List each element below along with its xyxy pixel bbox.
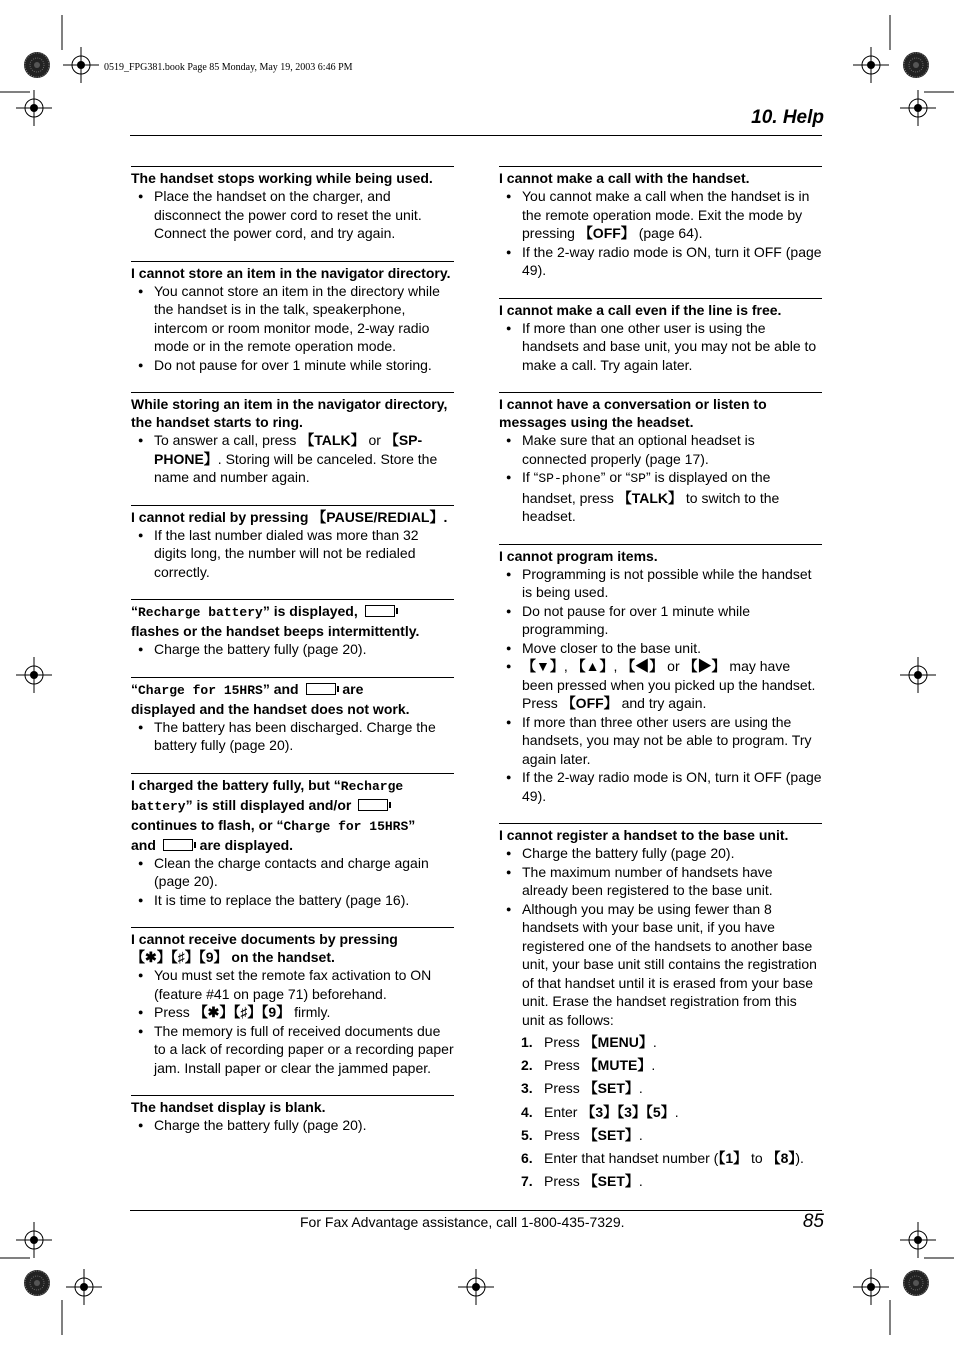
header-rule	[130, 135, 822, 136]
trouble-section	[131, 392, 454, 487]
step: 5. Press 【SET】.	[521, 1126, 643, 1143]
list-item: ● The maximum number of handsets have already been registered to the base unit.	[499, 863, 822, 900]
list-item: ● Programming is not possible while the handset is being used.	[499, 565, 822, 602]
trouble-section	[499, 823, 822, 1193]
section-title: “Charge for 15HRS” and are displayed and the handset does not work.	[131, 680, 410, 717]
list-item: ● If the 2-way radio mode is ON, turn it OFF (page 49).	[499, 768, 822, 805]
section-title: I cannot make a call even if the line is free.	[499, 301, 782, 318]
trouble-section	[131, 773, 454, 910]
list-item: ● Place the handset on the charger, and disconnect the power cord to reset the unit. Connect the power cord, and try again.	[131, 187, 454, 243]
section-title: I cannot receive documents by pressing 【✱】【♯】【9】 on the handset.	[131, 931, 398, 965]
footer-assistance: For Fax Advantage assistance, call 1-800-435-7329.	[300, 1214, 625, 1230]
trouble-section	[131, 927, 454, 1077]
section-title: I cannot store an item in the navigator directory.	[131, 264, 451, 281]
list-item: ● Move closer to the base unit.	[499, 639, 822, 658]
section-title: I cannot program items.	[499, 547, 658, 564]
list-item: ● Charge the battery fully (page 20).	[131, 1116, 454, 1135]
section-title: I charged the battery fully, but “Recharge battery” is still displayed and/or continues to flash, or “Charge for 15HRS” and are displayed.	[131, 776, 416, 853]
trouble-section	[131, 599, 454, 659]
list-item: ● You cannot make a call when the handset is in the remote operation mode. Exit the mode by pressing 【OFF】 (page 64).	[499, 187, 822, 243]
list-item: ● If more than one other user is using the handsets and base unit, you may not be able to make a call. Try again later.	[499, 319, 822, 375]
step: 6. Enter that handset number (【1】 to 【8】).	[521, 1150, 804, 1167]
list-item: ● The battery has been discharged. Charge the battery fully (page 20).	[131, 718, 454, 755]
section-title: The handset stops working while being used.	[131, 170, 433, 186]
step: 3. Press 【SET】.	[521, 1080, 643, 1097]
trouble-section	[499, 298, 822, 375]
list-item: ● Make sure that an optional headset is connected properly (page 17).	[499, 431, 822, 468]
footer-rule	[130, 1210, 822, 1211]
list-item: ● Charge the battery fully (page 20).	[499, 844, 822, 863]
left-column	[131, 166, 454, 1135]
list-item: ● 【▼】, 【▲】, 【◀】 or 【▶】 may have been pressed when you picked up the handset. Press 【OFF】 and try again.	[499, 657, 822, 713]
right-column	[499, 166, 822, 1193]
trouble-section	[131, 1095, 454, 1135]
section-title: I cannot register a handset to the base unit.	[499, 827, 789, 843]
list-item: ● If more than three other users are using the handsets, you may not be able to program. Try again later.	[499, 713, 822, 769]
trouble-section	[499, 544, 822, 806]
list-item: ● If “SP-phone” or “SP” is displayed on the handset, press 【TALK】 to switch to the headset.	[499, 468, 822, 526]
list-item: ● You cannot store an item in the directory while the handset is in the talk, speakerphone, intercom or room monitor mode, 2-way radio mode or in the remote operation mode.	[131, 282, 454, 356]
list-item: ● Press 【✱】【♯】【9】 firmly.	[131, 1003, 454, 1022]
list-item: ● To answer a call, press 【TALK】 or 【SP-PHONE】. Storing will be canceled. Store the name and number again.	[131, 431, 454, 487]
step: 4. Enter 【3】【3】【5】.	[521, 1103, 679, 1120]
step: 7. Press 【SET】.	[521, 1173, 643, 1190]
list-item: ● Do not pause for over 1 minute while storing.	[131, 356, 454, 375]
trouble-section	[131, 261, 454, 375]
list-item: ● The memory is full of received documents due to a lack of recording paper or a recording paper jam. Install paper or clear the jammed paper.	[131, 1022, 454, 1078]
list-item: ● It is time to replace the battery (page 16).	[131, 891, 454, 910]
trouble-section	[131, 505, 454, 582]
battery-flashing-icon	[365, 605, 395, 617]
section-title: While storing an item in the navigator directory, the handset starts to ring.	[131, 396, 448, 430]
battery-flashing-icon	[358, 799, 388, 811]
registration-steps	[499, 1031, 822, 1193]
battery-empty-icon	[306, 683, 336, 695]
list-item: ● Although you may be using fewer than 8 handsets with your base unit, if you have registered one of the handsets to another base unit, your base unit still contains the registration of that handset until it is erased from your base unit. Erase the handset registration from this unit as follows:	[499, 900, 822, 1030]
step: 2. Press 【MUTE】.	[521, 1057, 656, 1074]
section-header: 10. Help	[751, 107, 824, 128]
trouble-section	[499, 392, 822, 526]
section-title: The handset display is blank.	[131, 1099, 326, 1115]
list-item: ● If the last number dialed was more than 32 digits long, the number will not be redialed correctly.	[131, 526, 454, 582]
section-title: I cannot have a conversation or listen to messages using the headset.	[499, 396, 767, 430]
page-number: 85	[802, 1211, 824, 1232]
section-title: I cannot redial by pressing 【PAUSE/REDIAL】.	[131, 508, 448, 525]
trouble-section	[131, 677, 454, 755]
list-item: ● Do not pause for over 1 minute while programming.	[499, 602, 822, 639]
trouble-section	[499, 166, 822, 280]
trouble-section	[131, 166, 454, 243]
battery-empty-icon	[163, 839, 193, 851]
section-title: I cannot make a call with the handset.	[499, 170, 750, 186]
step: 1. Press 【MENU】.	[521, 1034, 657, 1050]
list-item: ● Charge the battery fully (page 20).	[131, 640, 454, 659]
file-slug: 0519_FPG381.book Page 85 Monday, May 19, 2003 6:46 PM	[104, 62, 353, 73]
list-item: ● If the 2-way radio mode is ON, turn it OFF (page 49).	[499, 243, 822, 280]
list-item: ● Clean the charge contacts and charge again (page 20).	[131, 854, 454, 891]
list-item: ● You must set the remote fax activation to ON (feature #41 on page 71) beforehand.	[131, 966, 454, 1003]
section-title: “Recharge battery” is displayed, flashes or the handset beeps intermittently.	[131, 603, 420, 639]
